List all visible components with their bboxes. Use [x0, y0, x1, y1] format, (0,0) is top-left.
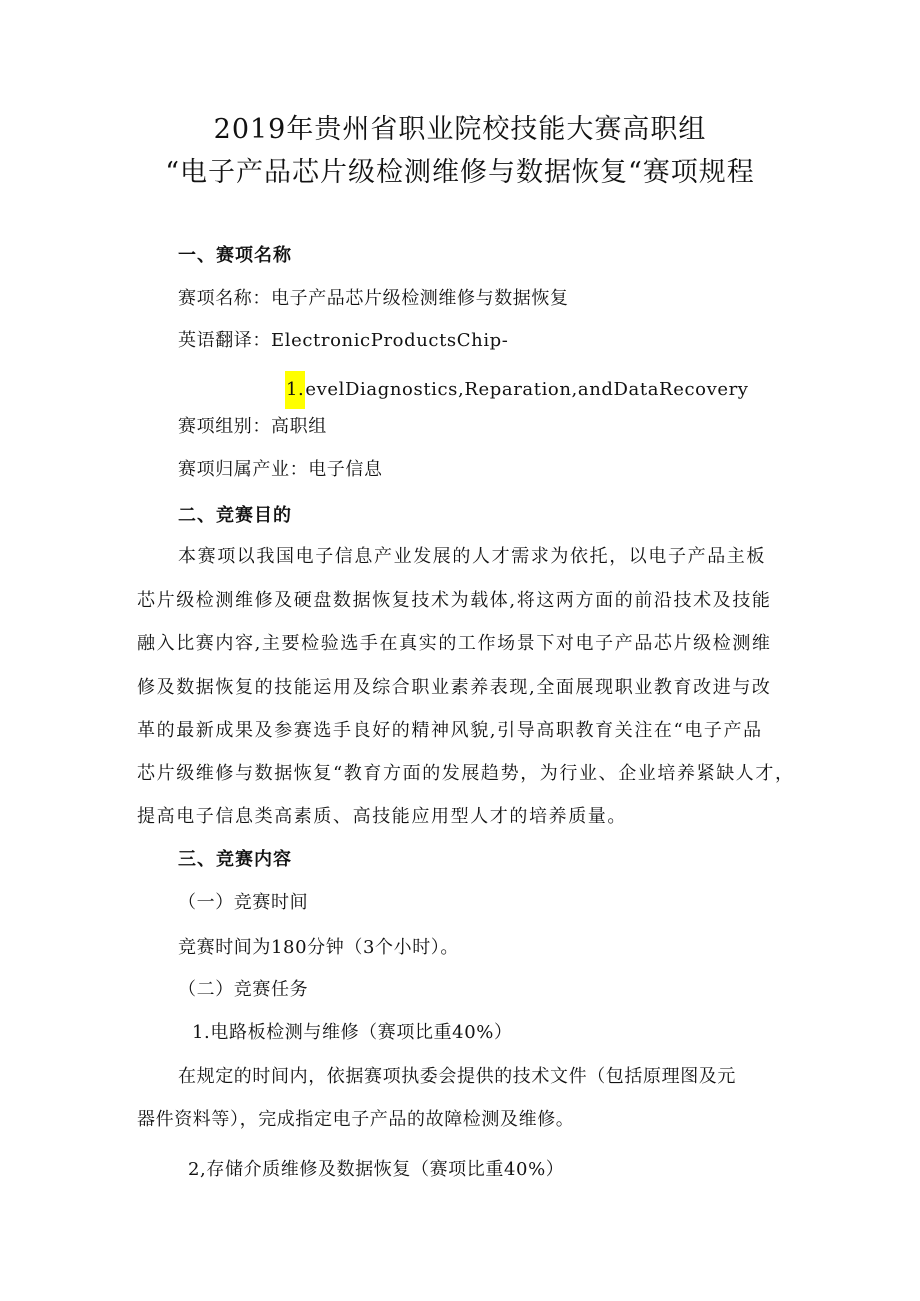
purpose-paragraph-line: 芯片级检测维修及硬盘数据恢复技术为载体,将这两方面的前沿技术及技能 — [137, 590, 772, 611]
document-title-line1: 2019年贵州省职业院校技能大赛高职组 — [213, 114, 707, 145]
task2-heading: 2,存储介质维修及数据恢复（赛项比重40%） — [188, 1159, 565, 1180]
document-title-line2: “电子产品芯片级检测维修与数据恢复“赛项规程 — [165, 157, 755, 188]
subsection-competition-tasks: （二）竞赛任务 — [178, 979, 309, 1000]
purpose-paragraph-line: 革的最新成果及参赛选手良好的精神风貌,引导高职教育关注在“电子产品 — [137, 720, 763, 741]
section-heading-competition-content: 三、竞赛内容 — [178, 849, 292, 870]
task1-heading: 1.电路板检测与维修（赛项比重40%） — [192, 1022, 513, 1043]
highlighted-text: 1. — [285, 371, 305, 409]
english-translation-line2 — [285, 371, 749, 409]
task1-description-line: 器件资料等），完成指定电子产品的故障检测及维修。 — [137, 1109, 575, 1130]
english-translation-line2-rest: evelDiagnostics,Reparation,andDataRecovery — [305, 379, 749, 400]
english-translation-line1: 英语翻译：ElectronicProductsChip- — [178, 330, 509, 351]
section-heading-competition-name: 一、赛项名称 — [178, 245, 292, 266]
purpose-paragraph-line: 融入比赛内容,主要检验选手在真实的工作场景下对电子产品芯片级检测维 — [137, 633, 772, 654]
competition-name-line: 赛项名称：电子产品芯片级检测维修与数据恢复 — [178, 288, 569, 309]
competition-group-line: 赛项组别：高职组 — [178, 416, 327, 437]
competition-industry-line: 赛项归属产业：电子信息 — [178, 459, 383, 480]
purpose-paragraph-line: 芯片级维修与数据恢复“教育方面的发展趋势，为行业、企业培养紧缺人才， — [137, 763, 795, 784]
purpose-paragraph-line: 提高电子信息类高素质、高技能应用型人才的培养质量。 — [137, 806, 627, 827]
competition-time-text: 竞赛时间为180分钟（3个小时）。 — [178, 937, 460, 958]
section-heading-competition-purpose: 二、竞赛目的 — [178, 505, 292, 526]
purpose-paragraph-line: 本赛项以我国电子信息产业发展的人才需求为依托，以电子产品主板 — [178, 546, 766, 567]
subsection-competition-time: （一）竞赛时间 — [178, 892, 309, 913]
task1-description-line: 在规定的时间内，依据赛项执委会提供的技术文件（包括原理图及元 — [178, 1066, 736, 1087]
purpose-paragraph-line: 修及数据恢复的技能运用及综合职业素养表现,全面展现职业教育改进与改 — [137, 677, 772, 698]
